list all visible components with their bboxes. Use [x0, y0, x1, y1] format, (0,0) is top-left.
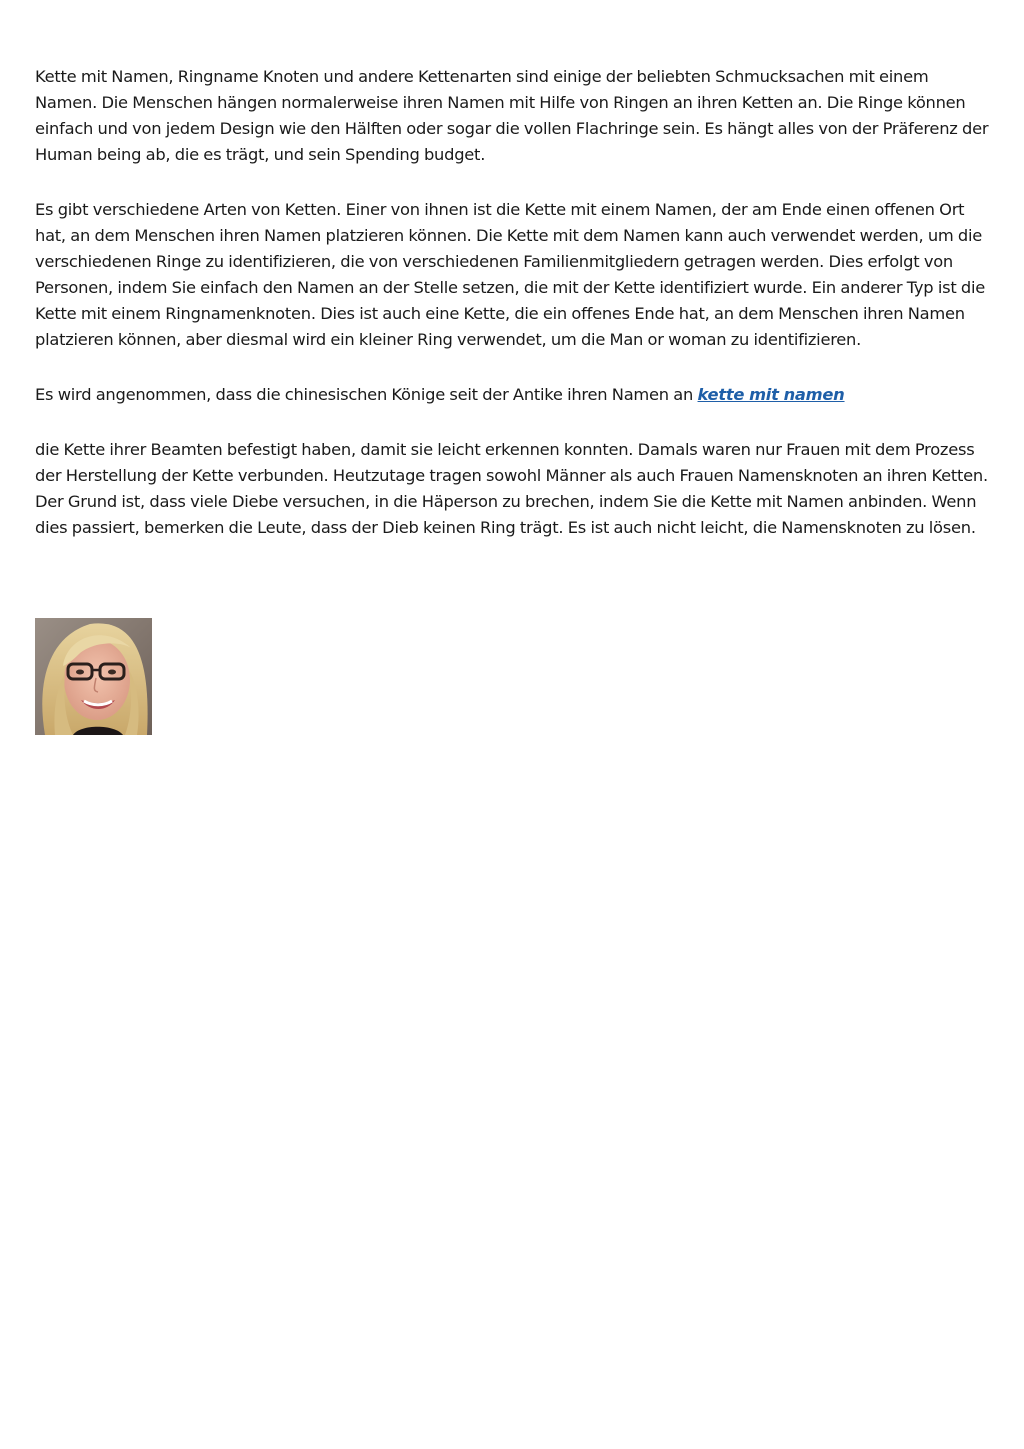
paragraph-2: Es gibt verschiedene Arten von Ketten. Einer von ihnen ist die Kette mit einem Namen, der am Ende einen offenen Ort hat, an dem Menschen ihren Namen platzieren können. Die Kette mit dem Namen kann auch verwendet werden, um die verschiedenen Ringe zu identifizieren, die von verschiedenen Familienmitgliedern getragen werden. Dies erfolgt von Personen, indem Sie einfach den Namen an der Stelle setzen, die mit der Kette identifiziert wurde. Ein anderer Typ ist die Kette mit einem Ringnamenknoten. Dies ist auch eine Kette, die ein offenes Ende hat, an dem Menschen ihren Namen platzieren können, aber diesmal wird ein kleiner Ring verwendet, um die Man or woman zu identifizieren. [35, 200, 986, 349]
paragraph-3 [35, 382, 993, 408]
portrait-illustration [35, 618, 152, 735]
paragraph-3-text: Es wird angenommen, dass die chinesischen Könige seit der Antike ihren Namen an [35, 385, 698, 404]
article-body [35, 64, 993, 570]
paragraph-1: Kette mit Namen, Ringname Knoten und andere Kettenarten sind einige der beliebten Schmucksachen mit einem Namen. Die Menschen hängen normalerweise ihren Namen mit Hilfe von Ringen an ihren Ketten an. Die Ringe können einfach und von jedem Design wie den Hälften oder sogar die vollen Flachringe sein. Es hängt alles von der Präferenz der Human being ab, die es trägt, und sein Spending budget. [35, 67, 989, 164]
paragraph-4: die Kette ihrer Beamten befestigt haben, damit sie leicht erkennen konnten. Damals waren nur Frauen mit dem Prozess der Herstellung der Kette verbunden. Heutzutage tragen sowohl Männer als auch Frauen Namensknoten an ihren Ketten. Der Grund ist, dass viele Diebe versuchen, in die Häperson zu brechen, indem Sie die Kette mit Namen anbinden. Wenn dies passiert, bemerken die Leute, dass der Dieb keinen Ring trägt. Es ist auch nicht leicht, die Namensknoten zu lösen. [35, 440, 988, 537]
kette-mit-namen-link[interactable]: kette mit namen [697, 385, 845, 404]
portrait-photo [35, 618, 152, 735]
